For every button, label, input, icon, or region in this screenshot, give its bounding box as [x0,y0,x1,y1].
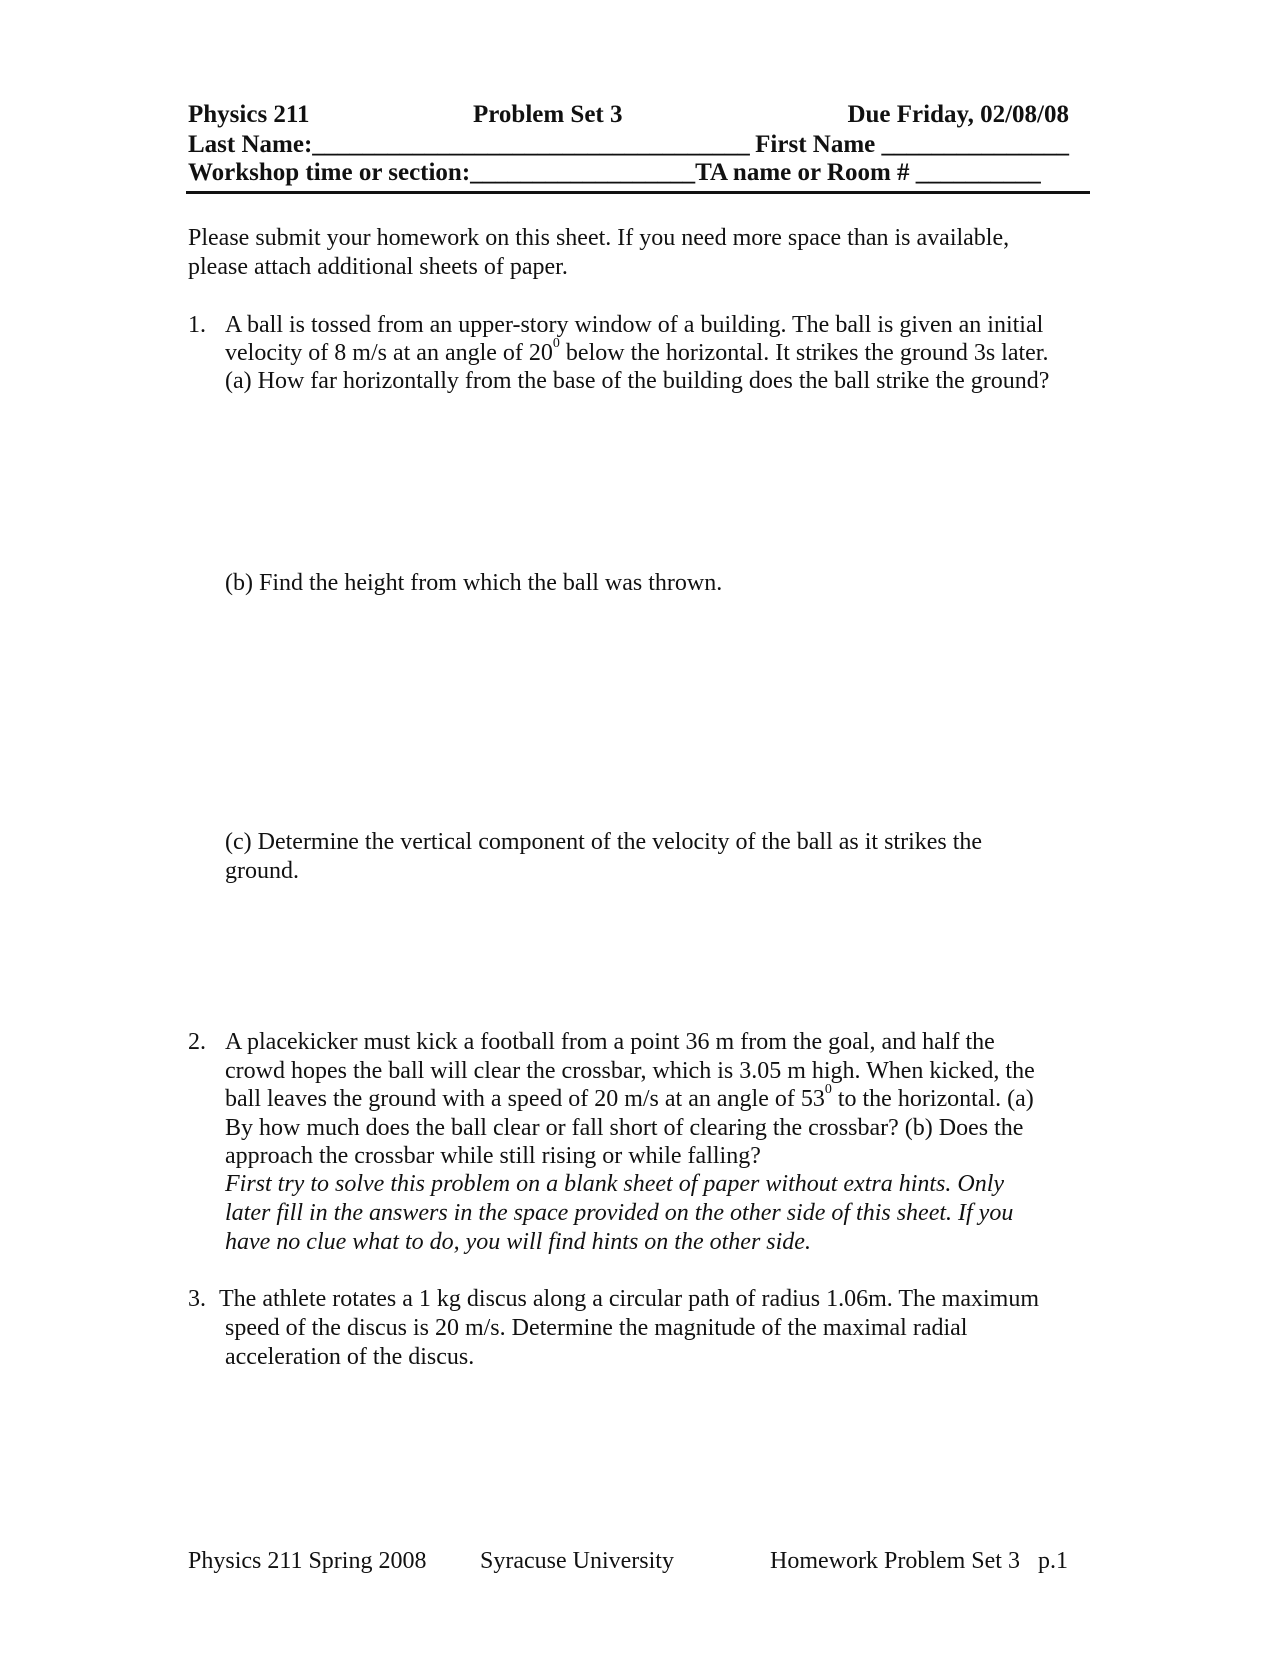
intro-line-1: Please submit your homework on this sheet. If you need more space than is available, [188,225,1010,251]
degree-superscript: 0 [824,1082,832,1097]
problem-3-line-2: speed of the discus is 20 m/s. Determine the magnitude of the maximal radial [225,1315,968,1341]
header-divider [186,191,1090,194]
problem-1-part-c-line-1: (c) Determine the vertical component of the velocity of the ball as it strikes the [225,829,983,855]
degree-superscript: 0 [552,336,560,351]
header-row-2 [188,130,1080,159]
problem-2-hint-1: First try to solve this problem on a blank sheet of paper without extra hints. Only [225,1171,1005,1197]
problem-1-part-b: (b) Find the height from which the ball was thrown. [225,570,723,596]
workshop-blank[interactable]: __________________ [470,159,696,186]
course-title: Physics 211 [188,101,310,128]
problem-1-line-1: A ball is tossed from an upper-story window of a building. The ball is given an initial [225,312,1044,338]
footer-university: Syracuse University [480,1548,674,1574]
footer-page: Homework Problem Set 3 p.1 [770,1548,1068,1574]
problem-2-hint-3: have no clue what to do, you will find hints on the other side. [225,1229,811,1255]
problem-1-part-a: (a) How far horizontally from the base of the building does the ball strike the ground? [225,368,1050,394]
ta-label: TA name or Room # [695,159,910,186]
problem-2-line-1: A placekicker must kick a football from a point 36 m from the goal, and half the [225,1029,995,1055]
problem-1-line-2: velocity of 8 m/s at an angle of $20^0$ below the horizontal. It strikes the ground 3s later. [225,336,1049,366]
problem-2-line-4: By how much does the ball clear or fall short of clearing the crossbar? (b) Does the [225,1115,1024,1141]
problem-2-line-5: approach the crossbar while still rising or while falling? [225,1143,761,1169]
header-row-1 [188,100,1080,129]
problem-3-line-1: The athlete rotates a 1 kg discus along a circular path of radius 1.06m. The maximum [219,1286,1039,1312]
problem-2-number: 2. [188,1029,206,1055]
problem-set-title: Problem Set 3 [473,101,623,128]
workshop-label: Workshop time or section:__________________TA name or Room # __________ [188,159,1041,186]
problem-2-hint-2: later fill in the answers in the space provided on the other side of this sheet. If you [225,1200,1014,1226]
first-name-blank[interactable]: _______________ [881,131,1069,158]
last-name-label: Last Name:___________________________________ [188,131,750,158]
ta-blank[interactable]: __________ [915,159,1041,186]
first-name-label: First Name _______________ [755,131,1069,158]
intro-line-2: please attach additional sheets of paper. [188,254,568,280]
header-row-3 [188,158,1080,187]
due-date: Due Friday, 02/08/08 [847,101,1069,128]
problem-3-number: 3. [188,1286,206,1312]
footer-course: Physics 211 Spring 2008 [188,1548,427,1574]
problem-2-line-2: crowd hopes the ball will clear the crossbar, which is 3.05 m high. When kicked, the [225,1058,1035,1084]
problem-1-number: 1. [188,312,206,338]
problem-2-line-3: ball leaves the ground with a speed of 20 m/s at an angle of $53^0$ to the horizontal. (a) [225,1082,1034,1112]
last-name-blank[interactable]: ___________________________________ [312,131,750,158]
problem-3-line-3: acceleration of the discus. [225,1344,475,1370]
problem-1-part-c-line-2: ground. [225,858,299,884]
